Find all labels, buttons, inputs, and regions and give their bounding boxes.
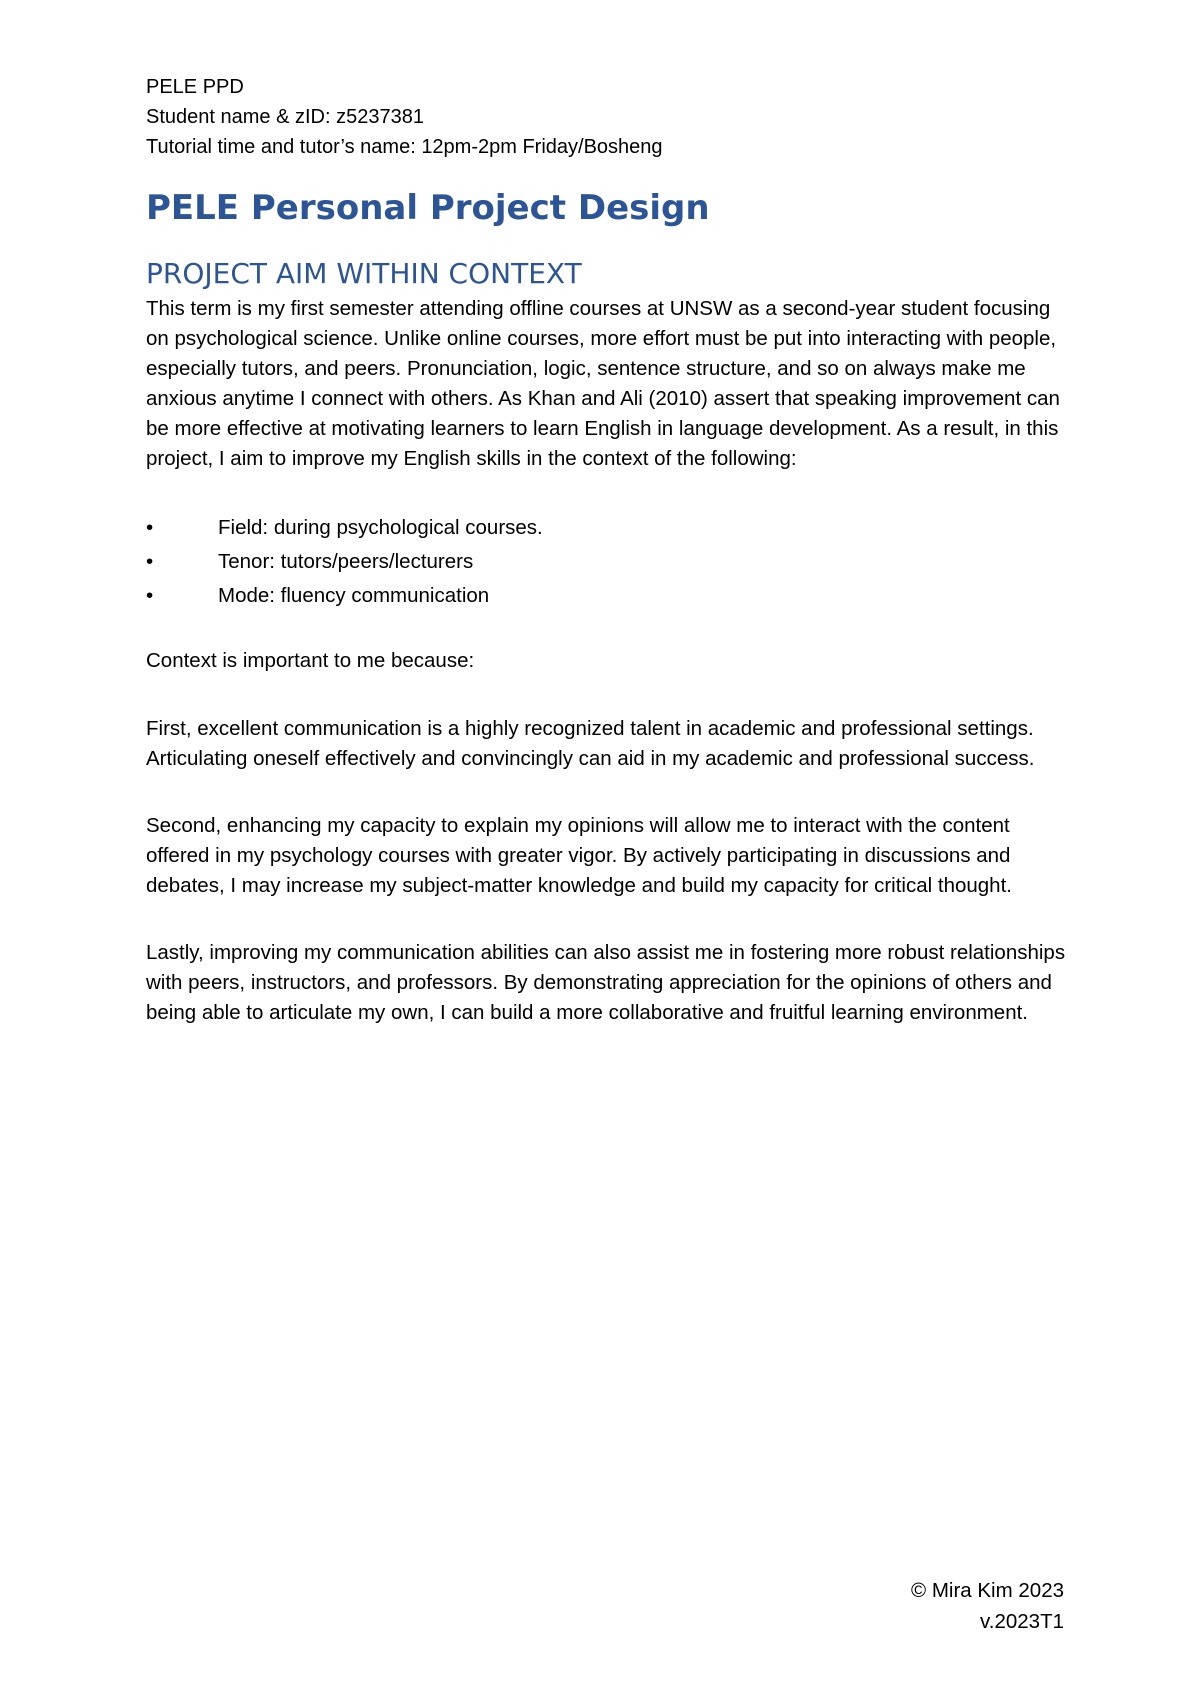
version-label: v.2023T1 xyxy=(980,1610,1064,1633)
course-code: PELE PPD xyxy=(146,76,244,98)
document-title: PELE Personal Project Design xyxy=(146,188,710,228)
context-list xyxy=(146,511,1071,613)
intro-paragraph: This term is my first semester attending offline courses at UNSW as a second-year student focusing on psychological science. Unlike online courses, more effort must be put into interacting with people, especially tutors, and peers. Pronunciation, logic, sentence structure, and so on always make me anxious anytime I connect with others. As Khan and Ali (2010) assert that speaking improvement can be more effective at motivating learners to learn English in language development. As a result, in this project, I aim to improve my English skills in the context of the following: xyxy=(146,297,1060,470)
list-item-text: Tenor: tutors/peers/lecturers xyxy=(218,550,474,573)
reason-paragraph-third: Lastly, improving my communication abilities can also assist me in fostering more robust relationships with peers, instructors, and professors. By demonstrating appreciation for the opinions of others and being able to articulate my own, I can build a more collaborative and fruitful learning environment. xyxy=(146,941,1066,1024)
list-item xyxy=(146,511,1071,545)
document-body xyxy=(146,72,1071,1028)
copyright-notice: © Mira Kim 2023 xyxy=(911,1579,1064,1602)
bullet-icon: • xyxy=(146,584,154,607)
student-id-line: Student name & zID: z5237381 xyxy=(146,106,424,128)
list-item xyxy=(146,579,1071,613)
page-footer xyxy=(911,1575,1064,1637)
list-item xyxy=(146,545,1071,579)
bullet-icon: • xyxy=(146,516,154,539)
reason-paragraph-second: Second, enhancing my capacity to explain my opinions will allow me to interact with the content offered in my psychology courses with greater vigor. By actively participating in discussions and debates, I may increase my subject-matter knowledge and build my capacity for critical thought. xyxy=(146,814,1012,897)
context-lead: Context is important to me because: xyxy=(146,649,475,672)
section-heading: PROJECT AIM WITHIN CONTEXT xyxy=(146,257,582,290)
bullet-icon: • xyxy=(146,550,154,573)
reason-paragraph-first: First, excellent communication is a highly recognized talent in academic and professional settings. Articulating oneself effectively and convincingly can aid in my academic and professional success. xyxy=(146,717,1035,770)
list-item-text: Field: during psychological courses. xyxy=(218,516,543,539)
list-item-text: Mode: fluency communication xyxy=(218,584,490,607)
tutorial-line: Tutorial time and tutor’s name: 12pm-2pm Friday/Bosheng xyxy=(146,136,663,158)
